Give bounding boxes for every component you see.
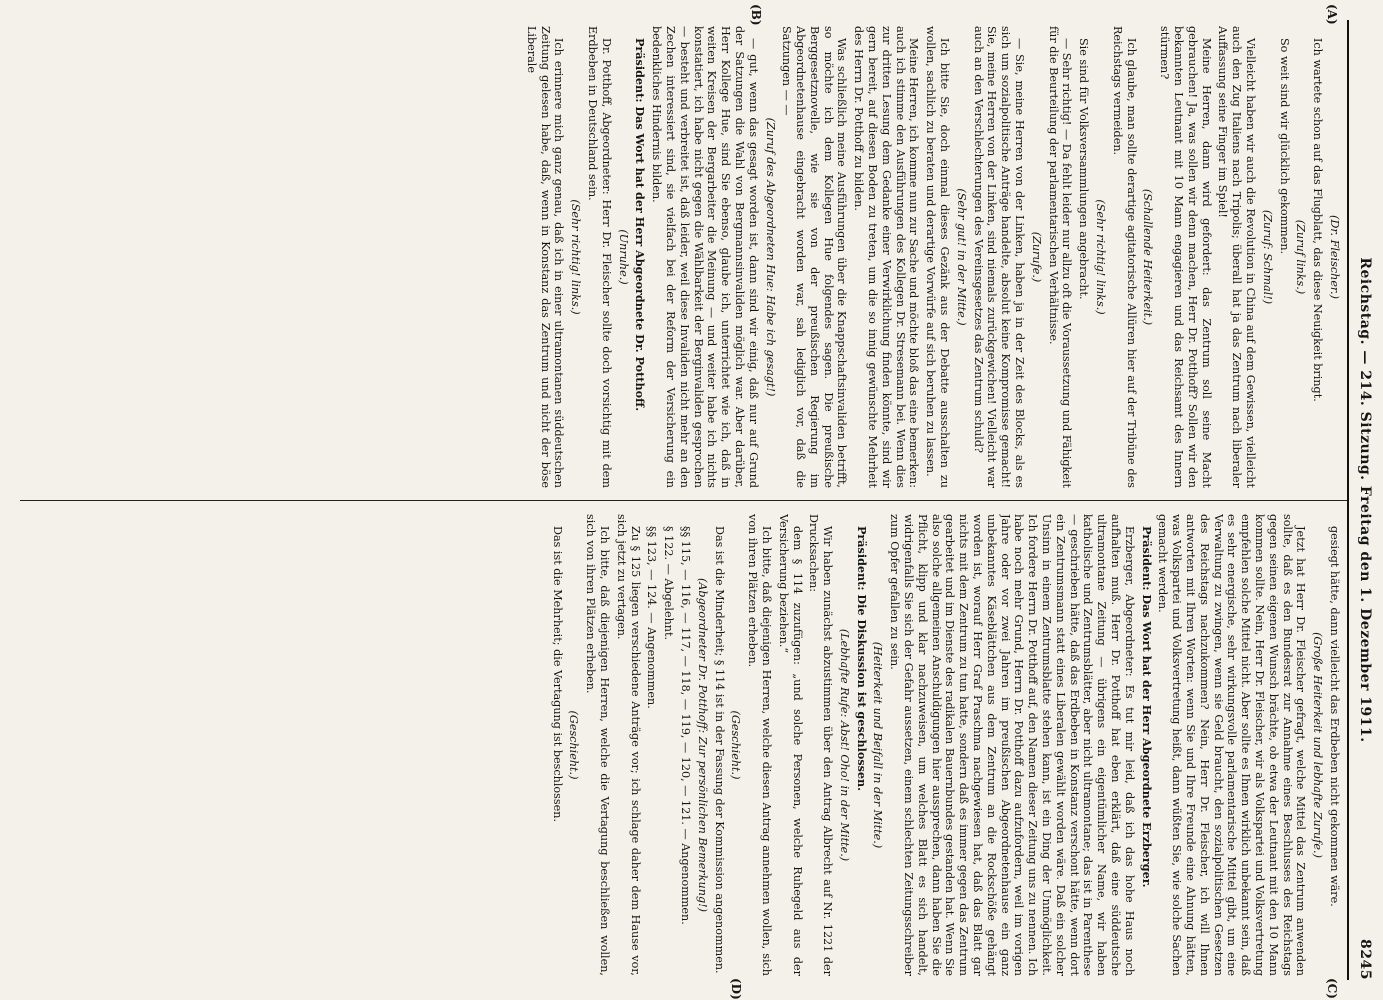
interjection: (Unruhe.) bbox=[616, 229, 630, 285]
left-column bbox=[86, 26, 1341, 488]
interjection: (Zurufe.) bbox=[1029, 231, 1043, 283]
interjection: (Dr. Fleischer.) bbox=[1328, 215, 1341, 299]
paragraph: Das ist die Mehrheit; die Vertagung ist beschlossen. bbox=[550, 526, 564, 823]
column-divider bbox=[20, 500, 1347, 501]
paragraph: §§ 115, — 116, — 117, — 118, — 119, — 120, — 121. — Angenommen. bbox=[678, 526, 692, 925]
interjection: (Große Heiterkeit und lebhafte Zurufe.) bbox=[1311, 632, 1325, 858]
paragraph: — gut, wenn das gesagt worden ist, dann sind wir einig, daß nur auf Grund der Satzungen die Wahl von Bergmannsinvaliden möglich war. Aber darüber, Herr Kollege Hue, sind Sie ebenso, glaube ich, unterrichtet wie ich, daß in weiten Kreisen der Bergarbeiter die Meinung — und weiter habe ich nichts konstatiert, ich habe nicht gegen die Wählbarkeit der Berginvaliden gesprochen — besteht und verbreitet ist, daß leider, weil diese Invaliden nicht mehr an den Zechen interessiert sind, sie vielfach bei der Reform der Versicherung ein bedenkliches Hindernis bilden. bbox=[650, 26, 760, 488]
paragraph: §§ 123, — 124. — Angenommen. bbox=[645, 526, 659, 709]
interjection: (Schallende Heiterkeit.) bbox=[1141, 188, 1155, 326]
page-number: 8245 bbox=[1357, 939, 1373, 980]
interjection: (Lebhafte Rufe: Abst! Oho! in der Mitte.) bbox=[837, 628, 851, 862]
paragraph: Jetzt hat Herr Dr. Fleischer gefragt, welche Mittel das Zentrum anwenden sollte, daß es den Bundesrat zur Annahme eines Beschlusses des Reichstags gegen seinen eigenen Wunsch brächte, ob etwa der Leutnant mit den 10 Mann kommen sollte. Nein, Herr Dr. Fleischer, wir als Volkspartei und Volksvertretung empfehlen solche Mittel nicht. Aber sollte es Ihnen wirklich unbekannt sein, daß es sehr energische, sehr wirkungsvolle parlamentarische Mittel gibt, um eine Verwaltung zu zwingen, wenn sie Geld braucht, den sozialpolitischen Gesetzen des Reichstags nachzukommen? Nein, Herr Dr. Fleischer, ich will Ihnen antworten mit Ihren Worten: wenn Sie und Ihre Freunde eine Ahnung hätten, was Volkspartei und Volksvertretung heißt, dann wüßten Sie, wie solche Sachen gemacht werden. bbox=[1156, 514, 1308, 976]
paragraph: Meine Herren, ich komme nun zur Sache und möchte bloß das eine bemerken: auch ich stimme den Ausführungen des Kollegen Dr. Stresemann bei. Wenn dies zur dritten Lesung dem Gedanke einer Verwirklichung finden könnte, sind wir gern bereit, auf diesen Boden zu treten, um die so innig gewünschte Mehrheit des Herrn Dr. Potthoff zu bilden. bbox=[852, 26, 921, 488]
paragraph: Was schließlich meine Ausführungen über die Knappschaftsinvaliden betrifft, so möchte ich dem Kollegen Hue folgendes sagen. Die preußische Berggesetznovelle, wie sie von der preußischen Regierung im Abgeordnetenhause eingebracht worden war, sah lediglich vor, daß die Satzungen — — bbox=[780, 26, 849, 488]
interjection: (Zuruf des Abgeordneten Hue: Habe ich gesagt!) bbox=[763, 117, 777, 397]
interjection: (Geschieht.) bbox=[567, 710, 581, 780]
right-column bbox=[86, 514, 1341, 976]
paragraph: Das ist die Minderheit; § 114 ist in der Fassung der Kommission angenommen. bbox=[712, 526, 726, 974]
interjection: (Abgeordneter Dr. Potthoff: Zur persönlichen Bemerkung!) bbox=[695, 577, 709, 912]
paragraph: So weit sind wir glücklich gekommen. bbox=[1277, 38, 1291, 255]
paragraph: Ich erinnere mich ganz genau, daß ich in einer ultramontanen süddeutschen Zeitung gelesen habe, daß, wenn in Konstanz das Zentrum und nicht der böse Liberale bbox=[524, 26, 566, 488]
interjection: (Heiterkeit und Beifall in der Mitte.) bbox=[871, 641, 885, 849]
interjection: (Sehr richtig! links.) bbox=[1094, 199, 1108, 315]
speaker-paragraph: Präsident: Die Diskussion ist geschlossen. bbox=[854, 526, 869, 792]
paragraph: — Sie, meine Herren von der Linken, haben ja in der Zeit des Blocks, als es sich um sozialpolitische Anträge handelte, absolut keine Kompromisse gemacht! Sie, meine Herren von der Linken, sind niemals zurückgewichen! Vielleicht war auch an den Verschlechterungen des Vereinsgesetzes das Zentrum schuld? bbox=[971, 26, 1027, 488]
paragraph: Wir haben zunächst abzustimmen über den Antrag Albrecht auf Nr. 1221 der Drucksachen: bbox=[807, 514, 835, 976]
header-rule bbox=[1347, 20, 1349, 980]
speaker-paragraph: Präsident: Das Wort hat der Herr Abgeordnete Erzberger. bbox=[1139, 526, 1154, 888]
paragraph: Ich bitte, daß diejenigen Herren, welche die Vertagung beschließen wollen, sich von ihren Plätzen erheben. bbox=[584, 514, 611, 976]
paragraph: Ich glaube, man sollte derartige agitatorische Allüren hier auf der Tribüne des Reichstags vermeiden. bbox=[1110, 26, 1138, 488]
paragraph: Vielleicht haben wir auch die Revolution in China auf dem Gewissen, vielleicht auch den Zug Italiens nach Tripolis; überall hat ja das Zentrum nach liberaler Auffassung seine Finger im Spiel! bbox=[1216, 26, 1258, 488]
margin-marker-d: (D) bbox=[729, 978, 743, 1000]
margin-marker-a: (A) bbox=[1325, 4, 1339, 25]
header-title: Reichstag. — 214. Sitzung. Freitag den 1. Dezember 1911. bbox=[1357, 257, 1373, 743]
margin-marker-b: (B) bbox=[749, 4, 763, 26]
margin-marker-c: (C) bbox=[1325, 978, 1339, 999]
paragraph: Ich bitte Sie, doch einmal dieses Gezänk aus der Debatte ausschalten zu wollen, sachlich zu beraten und derartige Vorwürfe auf sich beruhen zu lassen. bbox=[924, 26, 952, 488]
paragraph: Ich wartete schon auf das Flugblatt, das diese Neuigkeit bringt. bbox=[1311, 38, 1325, 402]
interjection: (Sehr richtig! links.) bbox=[569, 199, 583, 315]
paragraph: Dr. Potthoff, Abgeordneter: Herr Dr. Fleischer sollte doch vorsichtig mit dem Erdbeben in Deutschland sein. bbox=[585, 26, 613, 488]
paragraph: § 122. — Abgelehnt. bbox=[662, 526, 676, 641]
interjection: (Sehr gut! in der Mitte.) bbox=[954, 188, 968, 326]
paragraph: Zu § 125 liegen verschiedene Anträge vor; ich schlage daher dem Hause vor, sich jetzt zu vertagen. bbox=[614, 514, 642, 976]
paragraph: Ich bitte, daß diejenigen Herren, welche diesen Antrag annehmen wollen, sich von ihren Plätzen erheben. bbox=[746, 514, 773, 976]
paragraph: dem § 114 zuzufügen: „und solche Personen, welche Ruhegeld aus der Versicherung beziehen.“ bbox=[776, 514, 804, 976]
interjection: (Geschieht.) bbox=[729, 710, 743, 780]
paragraph: — Sehr richtig! — Da fehlt leider nur allzu oft die Voraussetzung und Fähigkeit für die Beurteilung der parlamentarischen Verhältnisse. bbox=[1046, 26, 1074, 488]
paragraph: Sie sind für Volksversammlungen angebracht. bbox=[1077, 38, 1091, 300]
interjection: (Zuruf: Schmal!) bbox=[1260, 209, 1274, 305]
interjection: (Zuruf links.) bbox=[1294, 219, 1308, 295]
paragraph: gesiegt hätte, dann vielleicht das Erdbeben nicht gekommen wäre. bbox=[1328, 526, 1341, 907]
paragraph: Erzberger, Abgeordneter: Es tut mir leid, daß ich das hohe Haus noch aufhalten muß. Herr Dr. Potthoff hat eben erklärt, daß eine süddeutsche ultramontane Zeitung — übrigens ein eigentümlicher Name, wir haben katholische und Zentrumsblätter, aber nicht ultramontane; das ist in Parenthese — geschrieben hätte, daß das Erdbeben in Konstanz verschont hätte, wenn dort ein Zentrumsmann statt eines Liberalen gewählt worden wäre. Daß ein solcher Unsinn in einem Zentrumsblatte stehen kann, ist ein Ding der Unmöglichkeit. Ich fordere Herrn Dr. Potthoff auf, den Namen dieser Zeitung uns zu nennen. Ich habe noch mehr Grund, Herrn Dr. Potthoff dazu aufzufordern, weil im vorigen Jahre oder vor zwei Jahren im preußischen Abgeordnetenhause ein ganz unbekanntes Käseblättchen aus dem Zentrum an die Rockschöße gehängt worden ist, worauf Herr Graf Praschma nachgewiesen hat, daß das Blatt gar nichts mit dem Zentrum zu tun hatte, sondern daß es immer gegen das Zentrum gearbeitet und im Dienste des radikalen Bauernbundes gestanden hat. Wenn Sie also solche allgemeinen Anschuldigungen hier aussprechen, dann haben Sie die Pflicht, klipp und klar nachzuweisen, um welches Blatt es sich handelt, widrigenfalls Sie sich der Gefahr aussetzen, einem schlechten Zeitungsschreiber zum Opfer gefallen zu sein. bbox=[888, 514, 1136, 976]
paragraph: Meine Herren, dann wird gefordert: das Zentrum soll seine Macht gebrauchen! Ja, was sollen wir denn machen, Herr Dr. Potthoff? Sollen wir den bekannten Leutnant mit 10 Mann engagieren und das Reichsamt des Innern stürmen? bbox=[1158, 26, 1213, 488]
page-header bbox=[1351, 20, 1373, 980]
speaker-paragraph: Präsident: Das Wort hat der Herr Abgeordnete Dr. Potthoff. bbox=[633, 38, 648, 412]
